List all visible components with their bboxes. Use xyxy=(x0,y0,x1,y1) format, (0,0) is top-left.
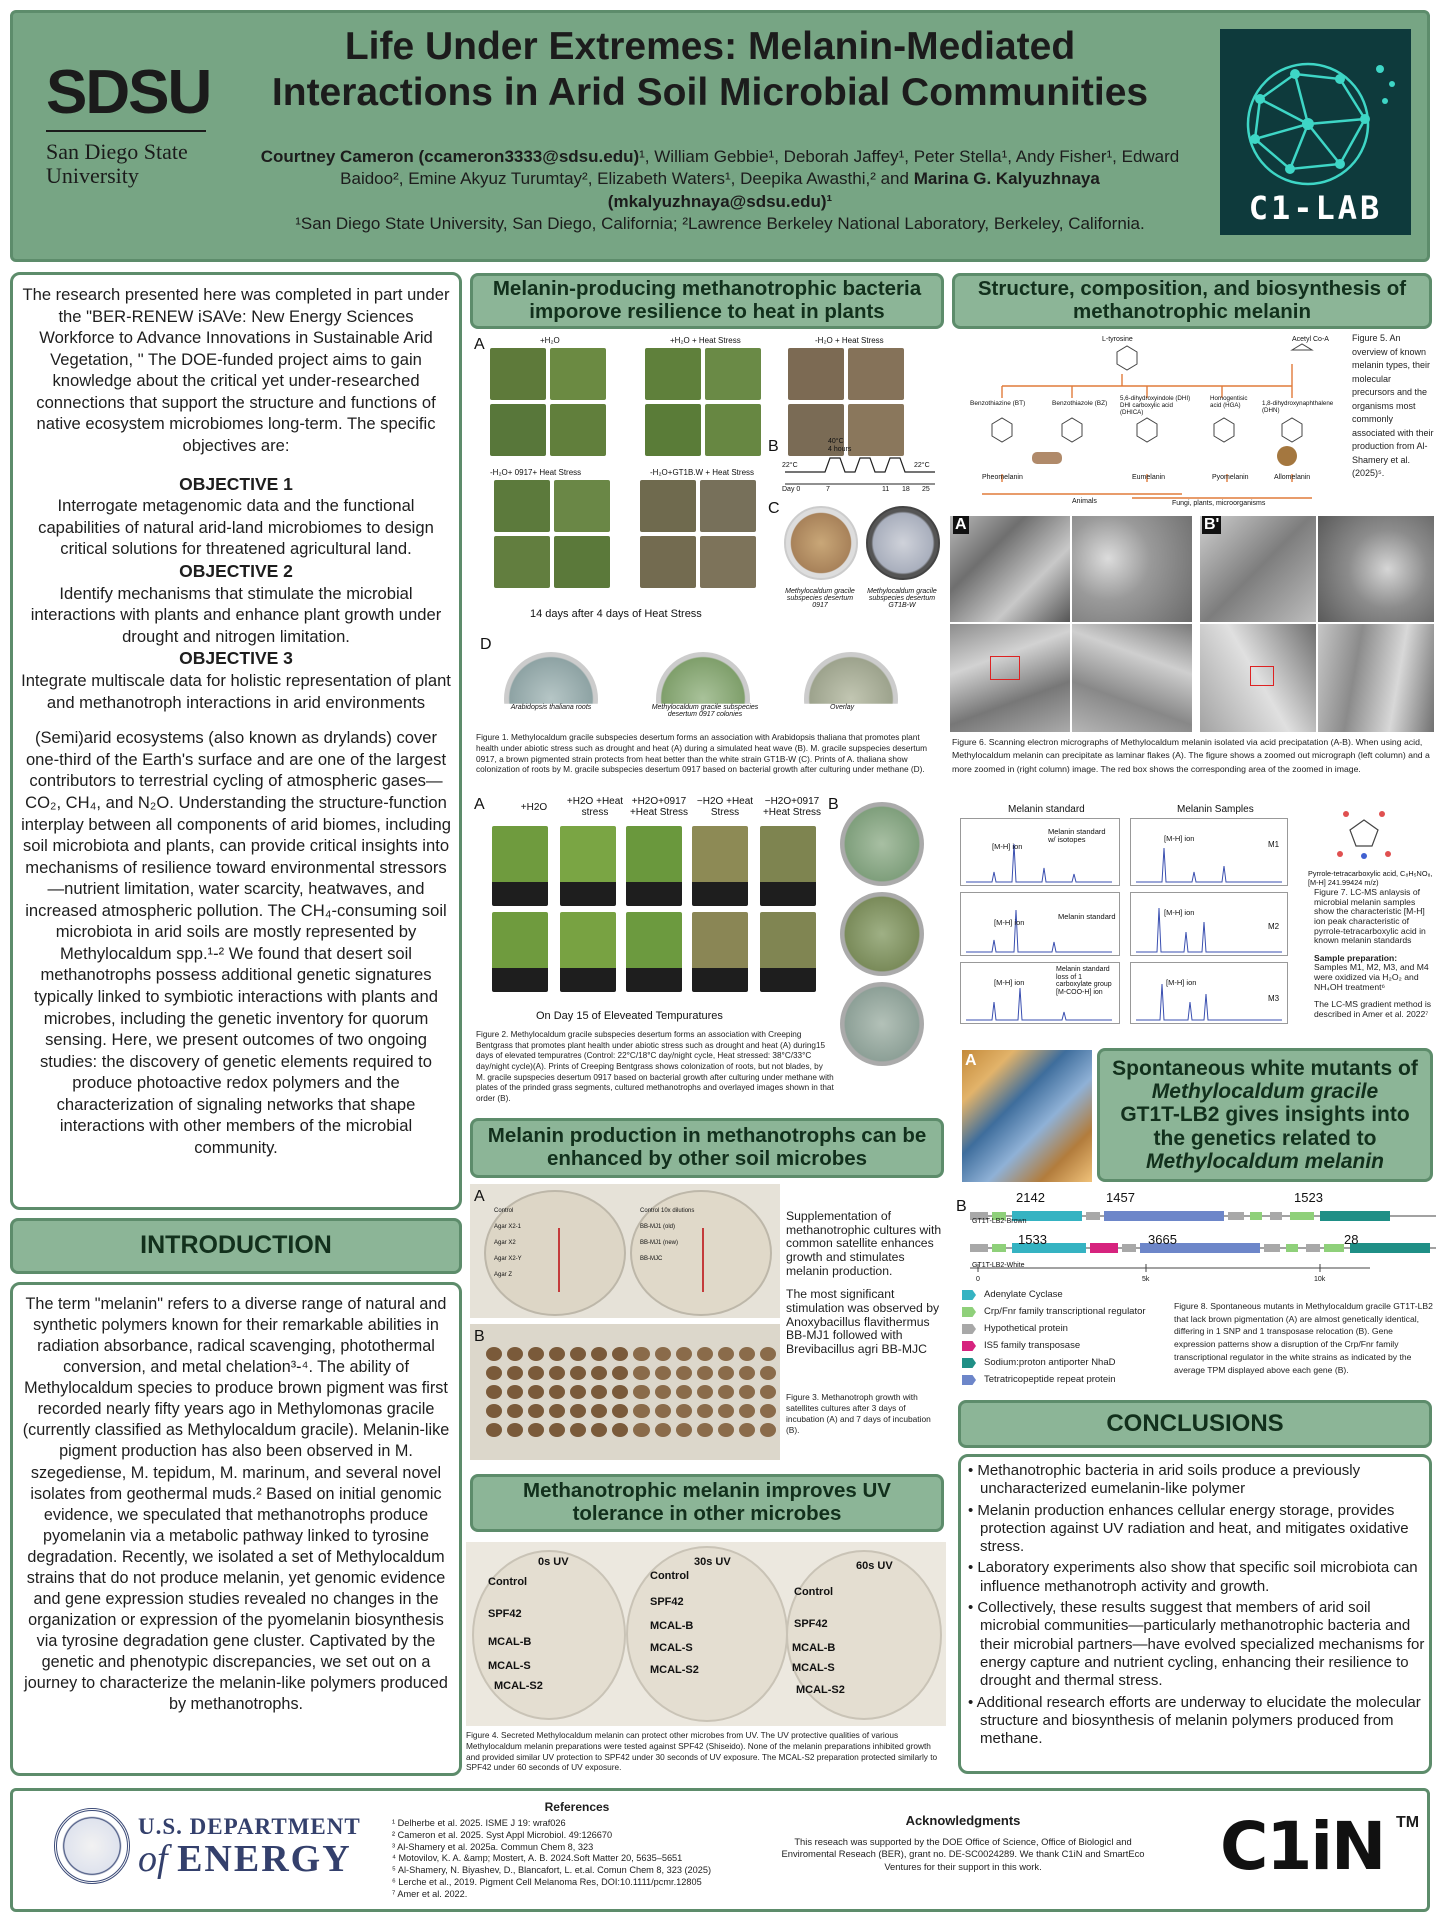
path-tyrosine: L-tyrosine xyxy=(1102,336,1133,343)
figure-8b: B 2142 1457 1523 GT1T-LB2-Brown 1533 3665 28 GT1T-LB2-White 0 5k 10k xyxy=(956,1190,1436,1300)
objective-2-title: OBJECTIVE 2 xyxy=(179,560,293,581)
ms-ion-3: [M-H] ion xyxy=(994,978,1025,987)
fig3-plate-label-7: BB-MJ1 (old) xyxy=(640,1224,676,1230)
legend-nhad-label: Sodium:proton antiporter NhaD xyxy=(984,1357,1116,1369)
legend-item xyxy=(962,1341,1172,1351)
legend-crp-label: Crp/Fnr family transcriptional regulator xyxy=(984,1306,1146,1318)
fig1-label-dry-heat: -H₂O + Heat Stress xyxy=(815,336,884,345)
doe-line1: U.S. DEPARTMENT xyxy=(138,1814,361,1839)
fig3-plate-label-6: Control 10x dilutions xyxy=(640,1208,695,1214)
fig1-b-day7: 7 xyxy=(826,486,830,493)
reference-item: ⁶ Lerche et al., 2019. Pigment Cell Melanoma Res, DOI:10.1111/pcmr.12805 xyxy=(392,1877,702,1888)
fig3-plate-label-1: Control xyxy=(494,1208,514,1214)
conclusion-item: • Melanin production enhances cellular energy storage, provides protection against UV radiation and heat, and mitigates oxidative stress. xyxy=(966,1502,1426,1557)
ms-ion-4: [M-H] ion xyxy=(1164,834,1195,843)
ms-std-label-3: Melanin standard loss of 1 carboxylate group [M-COO-H] ion xyxy=(1056,966,1112,997)
fig1-b-day25: 25 xyxy=(922,486,930,493)
figure-2: A +H2O +H2O +Heat stress +H2O+0917 +Heat Stress −H2O +Heat Stress −H2O+0917 +Heat Stress On Day 15 of Eleveated Tempuratures B xyxy=(470,796,944,1032)
gene-scale-10k: 10k xyxy=(1314,1276,1326,1283)
corresponding-author: Marina G. Kalyuzhnaya xyxy=(913,169,1100,189)
figure-5-caption: Figure 5. An overview of known melanin types, their molecular precursors and the organisms most commonly associated with their production from Al-Shamery et al. (2025)⁵. xyxy=(1352,333,1434,478)
ms-sample-m1: M1 xyxy=(1268,840,1280,849)
legend-is5-label: IS5 family transposase xyxy=(984,1340,1081,1352)
fig7-gradient: The LC-MS gradient method is described in Amer et al. 2022⁷ xyxy=(1314,999,1432,1019)
conclusion-item: • Collectively, these results suggest that members of arid soil microbial communities—particularly methanotrophic bacteria and their microbial partners—have evolved specialized mechanisms for energy capture and nutrient cycling, enhancing their resilience to drought and thermal stress. xyxy=(966,1599,1426,1690)
fig1-b-day0: Day 0 xyxy=(782,486,801,493)
sdsu-logo-line1: San Diego State xyxy=(46,139,188,164)
figure-6-caption: Figure 6. Scanning electron micrographs of Methylocaldum melanin isolated via acid precipatation (A-B). When using acid, Methylocaldum melanin can precipitate as laminar flakes (A). The figure shows a zoomed out micrograph (left column) and a more zoomed in (right column) image. The red box shows the corresponding area of the zoomed in image. xyxy=(952,737,1430,774)
gene-strain-white: GT1T-LB2-White xyxy=(972,1262,1025,1269)
fig1-d-roots: Arabidopsis thaliana roots xyxy=(510,704,592,711)
fig4-row-mcals-c: MCAL-S xyxy=(792,1662,835,1674)
figure-3: A Control Agar X2-1 Agar X2 Agar X2-Y Agar Z Control 10x dilutions BB-MJ1 (old) BB-MJ1 (new) BB-MJC B xyxy=(470,1184,780,1460)
ms-title-samples: Melanin Samples xyxy=(1177,804,1254,815)
fig2-label-2: +H2O +Heat stress xyxy=(566,796,624,818)
fig7-compound: Pyrrole-tetracarboxylic acid, C₈H₅NO₈, [M-H] 241.99424 m/z) xyxy=(1308,869,1433,887)
mutants-heading-l2: Methylocaldum gracile xyxy=(1151,1080,1379,1104)
sem-b-right-top xyxy=(1318,516,1434,622)
fig1-b-temp-start: 22°C xyxy=(782,462,798,469)
reference-item: ⁷ Amer et al. 2022. xyxy=(392,1889,468,1900)
doe-seal-icon xyxy=(54,1808,130,1884)
fig1-b-temp-end: 22°C xyxy=(914,462,930,469)
path-hga: Homogentisic acid (HGA) xyxy=(1210,395,1248,409)
fig7-sample-text: Samples M1, M2, M3, and M4 were oxidized via H₂O₂ and NH₄OH treatment⁶ xyxy=(1314,962,1429,992)
gene-scale-5k: 5k xyxy=(1142,1276,1150,1283)
legend-is5-swatch xyxy=(962,1341,976,1351)
c1in-logo-text: C1iN xyxy=(1220,1808,1385,1885)
reference-item: ² Cameron et al. 2025. Syst Appl Microbiol. 49:126670 xyxy=(392,1829,613,1840)
fig1-b-duration: 4 hours xyxy=(828,446,852,453)
gene-top-1: 2142 xyxy=(1016,1190,1045,1205)
drylands-paragraph: (Semi)arid ecosystems (also known as drylands) cover one-third of the Earth's surface and are one of the largest contributors to terrestrial cycling of atmospheric gases—CO₂, CH₄, and N₂O. Understanding the structure-function interplay between all components of arid biomes, including soil microbiota and plants, can provide critical insights into mechanisms of resilience toward environmental stressors—nutrient limitation, water scarcity, heatwaves, and increased atmospheric pollution. The CH₄-consuming soil microbiota in arid soils are mostly represented by Methylocaldum spp.¹‑² We found that desert soil methanotrophs possess additional genetic signatures typically linked to symbiotic interactions with plants and microbes, including the genetic inventory for quorum sensing. Here, we present outcomes of two ongoing studies: the discovery of genetic elements required to produce photoactive redox polymers and the characterization of signaling networks that shape interactions with other members of the microbial community. xyxy=(21,728,451,1157)
legend-item xyxy=(962,1307,1172,1317)
mutants-heading-l4: the genetics related to xyxy=(1153,1126,1377,1150)
mutants-heading-l1: Spontaneous white mutants of xyxy=(1112,1057,1418,1081)
affiliations: ¹San Diego State University, San Diego, California; ²Lawrence Berkeley National Laboratory, Berkeley, California. xyxy=(295,214,1145,234)
fig4-row-mcalb-c: MCAL-B xyxy=(792,1642,836,1654)
legend-item xyxy=(962,1290,1172,1300)
fig2-day-label: On Day 15 of Eleveated Tempuratures xyxy=(536,1010,723,1022)
title-line-1: Life Under Extremes: Melanin-Mediated xyxy=(344,25,1076,68)
ms-ion-1: [M-H] ion xyxy=(992,842,1023,851)
figure-5 xyxy=(952,334,1348,510)
doe-wordmark xyxy=(138,1814,368,1880)
legend-adenylate-swatch xyxy=(962,1290,976,1300)
references-title: References xyxy=(544,1800,610,1814)
fig3-b-colonies xyxy=(486,1330,776,1454)
doe-of: of xyxy=(138,1838,168,1880)
mutants-heading-l3: GT1T-LB2 gives insights into xyxy=(1120,1103,1410,1127)
fig1-label-h2o: +H₂O xyxy=(540,336,560,345)
figure-4-caption: Figure 4. Secreted Methylocaldum melanin can protect other microbes from UV. The UV protective qualities of various Methylocaldum melanin preparations were tested against SPF42 (Shiseido). None of the melanin preparations inhibited growth and provided similar UV protection to SPF42 under 30 seconds of UV exposure. The MCAL-S2 preparation protected similarly to SPF42 under 60 seconds of UV exposure. xyxy=(466,1730,938,1773)
sem-a-right-bottom xyxy=(1072,624,1192,732)
fig4-row-control-a: Control xyxy=(488,1576,528,1588)
fig2-label-1: +H2O xyxy=(520,802,548,813)
legend-tpr-swatch xyxy=(962,1375,976,1385)
legend-nhad-swatch xyxy=(962,1358,976,1368)
gene-bottom-2: 3665 xyxy=(1148,1232,1177,1247)
fig2-label-4: −H2O +Heat Stress xyxy=(696,796,754,818)
gene-strain-brown: GT1T-LB2-Brown xyxy=(972,1218,1027,1225)
sem-b-right-bottom xyxy=(1318,624,1434,732)
fig3-note-1: Supplementation of methanotrophic cultures with common satellite enhances growth and stimulates melanin production. xyxy=(786,1209,942,1278)
fig4-row-mcals2-c: MCAL-S2 xyxy=(796,1684,845,1696)
path-acetyl-coa: Acetyl Co-A xyxy=(1292,336,1329,343)
reference-item: ¹ Delherbe et al. 2025. ISME J 19: wraf026 xyxy=(392,1817,566,1828)
fig4-row-mcals2-a: MCAL-S2 xyxy=(494,1680,543,1692)
fig4-row-spf42-a: SPF42 xyxy=(488,1608,522,1620)
fig4-row-spf42-b: SPF42 xyxy=(650,1596,684,1608)
path-dhi: 5,6-dihydroxyindole (DHI) DHI carboxylic acid (DHICA) xyxy=(1120,395,1191,416)
fig4-time-30: 30s UV xyxy=(694,1556,731,1568)
fig4-row-mcals-b: MCAL-S xyxy=(650,1642,693,1654)
ms-sample-m3: M3 xyxy=(1268,994,1280,1003)
ms-ion-2: [M-H] ion xyxy=(994,918,1025,927)
fig1-days-label: 14 days after 4 days of Heat Stress xyxy=(530,608,702,620)
legend-item xyxy=(962,1358,1172,1368)
objective-1-title: OBJECTIVE 1 xyxy=(179,473,293,494)
sem-a-right-top xyxy=(1072,516,1192,622)
pathway-diagram xyxy=(952,334,1348,510)
authors-line-2: Baidoo², Emine Akyuz Turumtay², Elizabeth Waters¹, Deepika Awasthi,² and xyxy=(340,169,909,189)
ms-spectra xyxy=(952,802,1292,1026)
figure-7-notes xyxy=(1314,888,1434,1020)
figure-1: A +H₂O +H₂O + Heat Stress -H₂O + Heat Stress -H₂O+ 0917+ Heat Stress -H₂O+GT1B.W + Heat Stress 14 days after 4 days of Heat Stress B 40°C 4 hours 22°C 22°C Day 0 7 11 18 25 C Methylocaldum gracile subspecies desertum 0917 Methylocaldum gracile subspecies desertum GT1B-W D Arabidopsis thaliana roots Methylocaldum gracile subspecies desertum 0917 colonies Overlay xyxy=(470,334,944,734)
fig1-d-colonies: Methylocaldum gracile subspecies desertum 0917 colonies xyxy=(651,704,759,718)
sdsu-logo-text: SDSU xyxy=(46,58,211,127)
conclusion-item: • Methanotrophic bacteria in arid soils produce a previously uncharacterized eumelanin-like polymer xyxy=(966,1462,1426,1499)
fig1-b-temp-high: 40°C xyxy=(828,438,844,445)
path-bt: Benzothiazine (BT) xyxy=(970,400,1026,407)
figure-1-caption: Figure 1. Methylocaldum gracile subspecies desertum forms an association with Arabidopsis thaliana that promotes plant health under abiotic stress such as drought and heat (A) during a simulated heat wave (B). M. gracile supspecies desertum 0917, a brown pigmented strain protects from heat better than the white strain GT1B-W (C). Prints of A. thaliana show colonization of roots by M. gracile subspecies desertum 0917 based on bacterial growth after culturing under methane (D). xyxy=(476,732,928,775)
path-pheomelanin: Pheomelanin xyxy=(982,474,1023,481)
structure-heading: Structure, composition, and biosynthesis of methanotrophic melanin xyxy=(952,273,1432,329)
conclusion-item: • Laboratory experiments also show that specific soil microbiota can influence methanotroph activity and growth. xyxy=(966,1559,1426,1596)
fig1-label-0917: -H₂O+ 0917+ Heat Stress xyxy=(490,468,582,477)
ms-title-standard: Melanin standard xyxy=(1008,804,1085,815)
corresponding-email: (mkalyuzhnaya@sdsu.edu)¹ xyxy=(607,191,833,211)
introduction-text: The term "melanin" refers to a diverse range of natural and synthetic polymers known for their remarkable abilities in radiation absorbance, radical scavenging, photothermal conversion, and metal chelation³‑⁴. The ability of Methylocaldum species to produce brown pigment was first recorded nearly fifty years ago in Methylomonas gracile (currently classified as Methylocaldum gracile). Melanin-like pigment production has also been observed in M. szegediense, M. tepidum, M. marinum, and several novel isolates from geothermal muds.² Based on initial genomic evidence, we speculated that methanotrophs produce pyomelanin via a metabolic pathway linked to tyrosine degradation. Recently, we isolated a set of Methylocaldum strains that do not produce melanin, yet genomic evidence and gene expression studies revealed no changes in the organization or expression of the pyomelanin biosynthesis via tyrosine degradation gene cluster. Captivated by the genetic and phenotypic discrepancies, we set out on a journey to characterize the melanin-like polymers produced by methanotrophs. xyxy=(22,1295,450,1714)
gene-bottom-1: 1533 xyxy=(1018,1232,1047,1247)
pyrrole-structure xyxy=(1324,806,1404,866)
author-list xyxy=(230,146,1210,236)
objective-3-title: OBJECTIVE 3 xyxy=(179,648,293,669)
fig1-heat-wave-schedule xyxy=(780,444,940,496)
path-allomelanin: Allomelanin xyxy=(1274,474,1311,481)
ms-sample-m2: M2 xyxy=(1268,922,1280,931)
fig1-label-gt1bw: -H₂O+GT1B.W + Heat Stress xyxy=(650,468,755,477)
legend-item xyxy=(962,1324,1172,1334)
fig7-sample-title: Sample preparation: xyxy=(1314,952,1398,963)
ms-std-label-1: Melanin standard w/ isotopes xyxy=(1048,827,1106,845)
fig4-row-mcals2-b: MCAL-S2 xyxy=(650,1664,699,1676)
introduction-heading: INTRODUCTION xyxy=(10,1218,462,1274)
legend-item xyxy=(962,1375,1172,1385)
conclusion-item: • Additional research efforts are underway to elucidate the molecular structure and biosynthesis of melanin polymers produced from methane. xyxy=(966,1694,1426,1749)
c1-lab-text: C1-LAB xyxy=(1248,189,1383,227)
first-author: Courtney Cameron (ccameron3333@sdsu.edu) xyxy=(260,147,640,166)
ms-std-label-2: Melanin standard xyxy=(1058,912,1116,921)
figure-8a: A xyxy=(962,1050,1092,1182)
sdsu-logo xyxy=(46,58,216,189)
ms-ion-6: [M-H] ion xyxy=(1166,978,1197,987)
c1-lab-logo xyxy=(1220,29,1411,235)
references xyxy=(392,1800,762,1901)
fig3-plate-label-3: Agar X2 xyxy=(494,1240,516,1246)
path-animals: Animals xyxy=(1072,498,1097,505)
fig3-plate-label-4: Agar X2-Y xyxy=(494,1256,522,1262)
overview-intro: The research presented here was completed in part under the "BER-RENEW iSAVe: New Energy Sciences Workforce to Advance Innovations in Sustainable Arid Vegetation, " The DOE-funded project aims to gain knowledge about the critical yet under-researched connections that support the structure and functions of native ecosystem microbiomes long-term. The specific objectives are: xyxy=(22,285,450,455)
legend-adenylate-label: Adenylate Cyclase xyxy=(984,1289,1063,1301)
figure-4 xyxy=(466,1542,946,1726)
conclusions-list xyxy=(966,1462,1426,1751)
figure-2-caption: Figure 2. Methylocaldum gracile subspecies desertum forms an association with Creeping Bentgrass that promotes plant health under abiotic stress such as drought and heat (A) during15 days of elevated tempuratres (Control: 22°C/18°C day/night cycle, Heat stressed: 38°C/33°C day/night cycle)(A). Prints of Creeping Bentgrass shows colonization of roots, but not blades, by M. gracile supspecies desertum 0917 based on bacterial growth after culturing under methane with plates of the prinded grass segments, cultured methanotrophs and overlayed images shown in that order (B). xyxy=(476,1030,834,1103)
figure-7-caption: Figure 7. LC-MS anlaysis of microbial melanin samples show the characteristic [M-H] ion peak characteristic of pyrrole-tetracarboxylic acid in known melanin standards xyxy=(1314,887,1426,946)
figure-3-caption: Figure 3. Methanotroph growth with satellites cultures after 3 days of incubation (A) and 7 days of incubation (B). xyxy=(786,1392,931,1435)
gene-tracks xyxy=(970,1206,1436,1301)
gene-top-3: 1523 xyxy=(1294,1190,1323,1205)
objective-1-text: Interrogate metagenomic data and the functional capabilities of natural arid-land microbiomes to design critical solutions for threatened agricultural land. xyxy=(38,496,434,559)
title-line-2: Interactions in Arid Soil Microbial Communities xyxy=(271,71,1149,115)
fig3-plate-label-5: Agar Z xyxy=(494,1272,513,1278)
objective-3-text: Integrate multiscale data for holistic representation of plant and methanotroph interactions in arid environments xyxy=(21,671,451,712)
fig4-row-mcals-a: MCAL-S xyxy=(488,1660,531,1672)
fig2-label-3: +H2O+0917 +Heat Stress xyxy=(629,796,689,818)
fig4-row-control-b: Control xyxy=(650,1570,690,1582)
path-pyomelanin: Pyomelanin xyxy=(1212,474,1249,481)
fig4-row-control-c: Control xyxy=(794,1586,834,1598)
legend-hypothetical-swatch xyxy=(962,1324,976,1334)
heat-resilience-heading: Melanin-producing methanotrophic bacteria imporove resilience to heat in plants xyxy=(470,273,944,329)
fig4-time-0: 0s UV xyxy=(538,1556,569,1568)
fig4-time-60: 60s UV xyxy=(856,1560,893,1572)
gene-scale-0: 0 xyxy=(976,1276,980,1283)
ack-title: Acknowledgments xyxy=(905,1813,1021,1828)
objective-2-text: Identify mechanisms that stimulate the microbial interactions with plants and enhance plant growth under drought and nitrogen limitation. xyxy=(30,583,442,646)
fig2-label-5: −H2O+0917 +Heat Stress xyxy=(762,796,822,818)
overview-content xyxy=(20,284,452,1159)
poster-title xyxy=(230,24,1190,116)
conclusions-heading: CONCLUSIONS xyxy=(958,1400,1432,1448)
uv-tolerance-heading: Methanotrophic melanin improves UV tolerance in other microbes xyxy=(470,1474,944,1532)
ms-ion-5: [M-H] ion xyxy=(1164,908,1195,917)
ack-text: This reseach was supported by the DOE Office of Science, Office of Biologicl and Enviromental Reseach (BER), grant no. DE-SC0024289. We thank C1iN and SmartEco Ventures for their support in this work. xyxy=(781,1835,1145,1872)
mutants-heading xyxy=(1097,1048,1433,1182)
authors-rest-1: ¹, William Gebbie¹, Deborah Jaffey¹, Peter Stella¹, Andy Fisher¹, Edward xyxy=(639,147,1180,166)
fig4-row-mcalb-b: MCAL-B xyxy=(650,1620,694,1632)
gene-top-2: 1457 xyxy=(1106,1190,1135,1205)
doe-line2: ENERGY xyxy=(177,1838,352,1880)
reference-item: ³ Al-Shamery et al. 2025a. Commun Chem 8, 323 xyxy=(392,1841,594,1852)
fig3-plate-label-9: BB-MJC xyxy=(640,1256,663,1262)
fig3-plate-label-2: Agar X2-1 xyxy=(494,1224,522,1230)
figure-3-notes xyxy=(786,1210,946,1357)
c1in-logo xyxy=(1220,1808,1420,1888)
c1in-tm: TM xyxy=(1396,1814,1420,1831)
fig4-row-mcalb-a: MCAL-B xyxy=(488,1636,532,1648)
gene-legend xyxy=(962,1290,1172,1385)
figure-6: A B' xyxy=(950,516,1434,732)
legend-hypothetical-label: Hypothetical protein xyxy=(984,1323,1068,1335)
sdsu-logo-line2: University xyxy=(46,163,139,189)
path-fungi: Fungi, plants, microorganisms xyxy=(1172,500,1266,507)
fig3-note-2: The most significant stimulation was observed by Anoxybacillus flavithermus BB-MJ1 followed with Brevibacillus agri BB-MJC xyxy=(786,1287,940,1356)
fig3-plate-label-8: BB-MJ1 (new) xyxy=(640,1240,679,1246)
fig1-b-day18: 18 xyxy=(902,486,910,493)
fig1-c-0917: Methylocaldum gracile subspecies desertum 0917 xyxy=(785,588,855,609)
fig1-label-h2o-heat: +H₂O + Heat Stress xyxy=(670,336,741,345)
acknowledgments xyxy=(778,1812,1148,1874)
legend-tpr-label: Tetratricopeptide repeat protein xyxy=(984,1374,1116,1386)
mutants-heading-l5: Methylocaldum melanin xyxy=(1145,1149,1385,1173)
microbes-enhance-heading: Melanin production in methanotrophs can be enhanced by other soil microbes xyxy=(470,1118,944,1178)
legend-crp-swatch xyxy=(962,1307,976,1317)
reference-item: ⁴ Motovilov, K. A. &amp; Mostert, A. B. 2024.Soft Matter 20, 5635–5651 xyxy=(392,1853,683,1864)
figure-8-caption: Figure 8. Spontaneous mutants in Methylocaldum gracile GT1T-LB2 that lack brown pigmentation (A) are almost genetically identical, differing in 1 SNP and 1 transposase relocation (B). Gene expression patterns show a disruption of the Crp/Fnr family transcriptional regulator in the white strains as indicated by the average TPM displayed above each gene (B). xyxy=(1174,1301,1433,1375)
fig1-d-overlay: Overlay xyxy=(830,704,855,711)
fig1-b-day11: 11 xyxy=(882,486,890,493)
fig1-c-gt1bw: Methylocaldum gracile subspecies desertum GT1B-W xyxy=(867,588,937,609)
gene-bottom-3: 28 xyxy=(1344,1232,1359,1247)
path-eumelanin: Eumelanin xyxy=(1132,474,1166,481)
reference-item: ⁵ Al-Shamery, N. Biyashev, D., Blancafort, L. et.al. Comun Chem 8, 323 (2025) xyxy=(392,1865,712,1876)
path-dhn: 1,8-dihydroxynaphthalene (DHN) xyxy=(1262,400,1334,414)
path-bz: Benzothiazole (BZ) xyxy=(1052,400,1108,407)
fig4-row-spf42-c: SPF42 xyxy=(794,1618,828,1630)
